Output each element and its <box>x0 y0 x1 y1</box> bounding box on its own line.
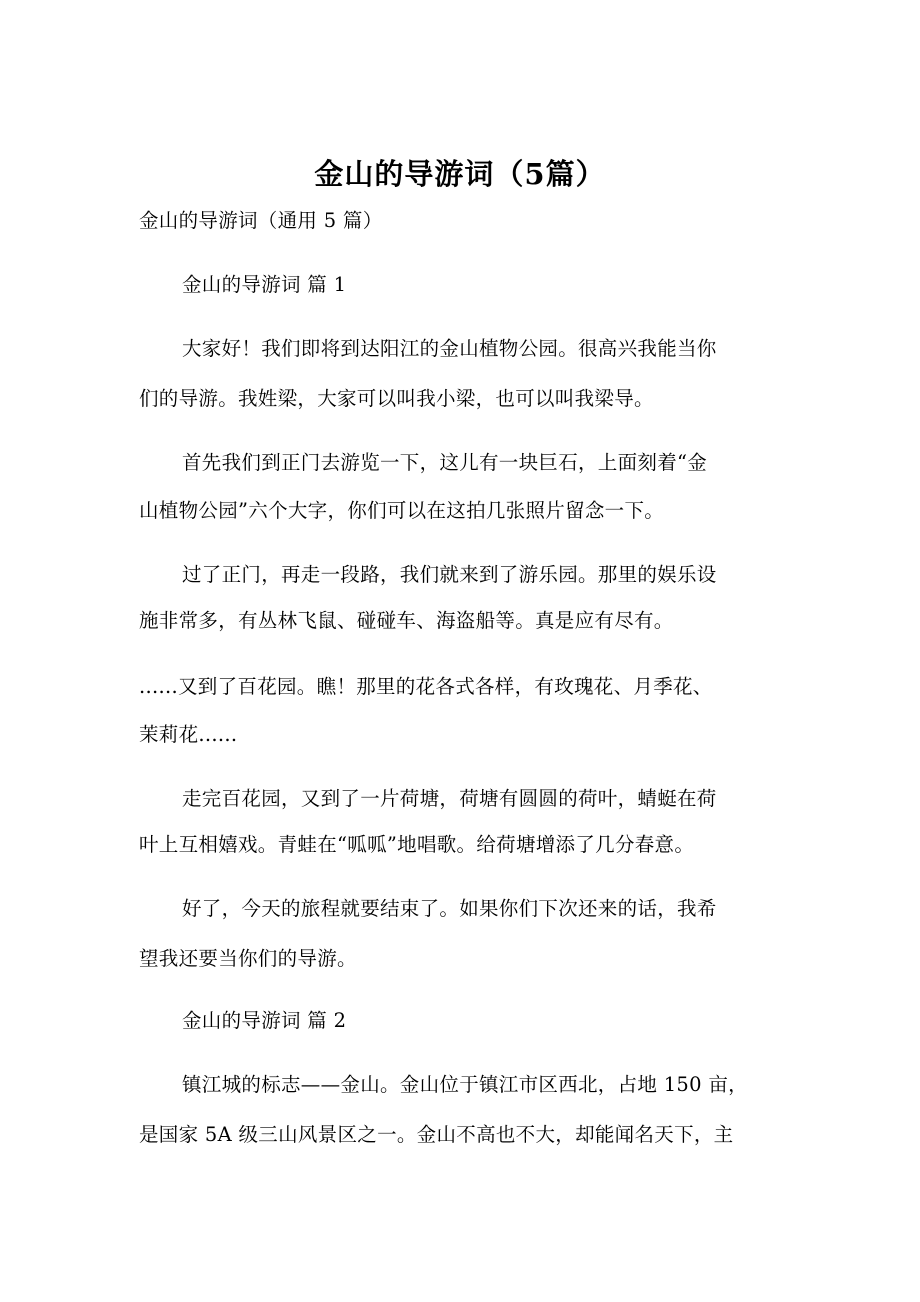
paragraph-line: 走完百花园，又到了一片荷塘，荷塘有圆圆的荷叶，蜻蜓在荷 <box>182 787 717 810</box>
paragraph-line: 过了正门，再走一段路，我们就来到了游乐园。那里的娱乐设 <box>182 563 717 586</box>
paragraph-line: 好了，今天的旅程就要结束了。如果你们下次还来的话，我希 <box>182 897 717 920</box>
paragraph-line: 望我还要当你们的导游。 <box>139 947 357 970</box>
paragraph-line: 是国家 5A 级三山风景区之一。金山不高也不大，却能闻名天下，主 <box>139 1123 734 1146</box>
paragraph-line: 叶上互相嬉戏。青蛙在“呱呱”地唱歌。给荷塘增添了几分春意。 <box>139 833 695 856</box>
paragraph-line: ......又到了百花园。瞧！那里的花各式各样，有玫瑰花、月季花、 <box>139 675 713 698</box>
paragraph-line: 镇江城的标志——金山。金山位于镇江市区西北，占地 150 亩， <box>182 1073 748 1096</box>
paragraph-line: 施非常多，有丛林飞鼠、碰碰车、海盗船等。真是应有尽有。 <box>139 609 674 632</box>
paragraph-line: 茉莉花...... <box>139 723 238 746</box>
paragraph-line: 山植物公园”六个大字，你们可以在这拍几张照片留念一下。 <box>139 499 665 522</box>
paragraph-line: 首先我们到正门去游览一下，这儿有一块巨石，上面刻着“金 <box>182 451 708 474</box>
paragraph-line: 们的导游。我姓梁，大家可以叫我小梁，也可以叫我梁导。 <box>139 387 654 410</box>
document-subtitle: 金山的导游词（通用 5 篇） <box>139 209 383 232</box>
section-heading: 金山的导游词 篇 2 <box>182 1009 347 1032</box>
document-title: 金山的导游词（5篇） <box>314 157 606 191</box>
paragraph-line: 大家好！我们即将到达阳江的金山植物公园。很高兴我能当你 <box>182 337 717 360</box>
section-heading: 金山的导游词 篇 1 <box>182 273 347 296</box>
